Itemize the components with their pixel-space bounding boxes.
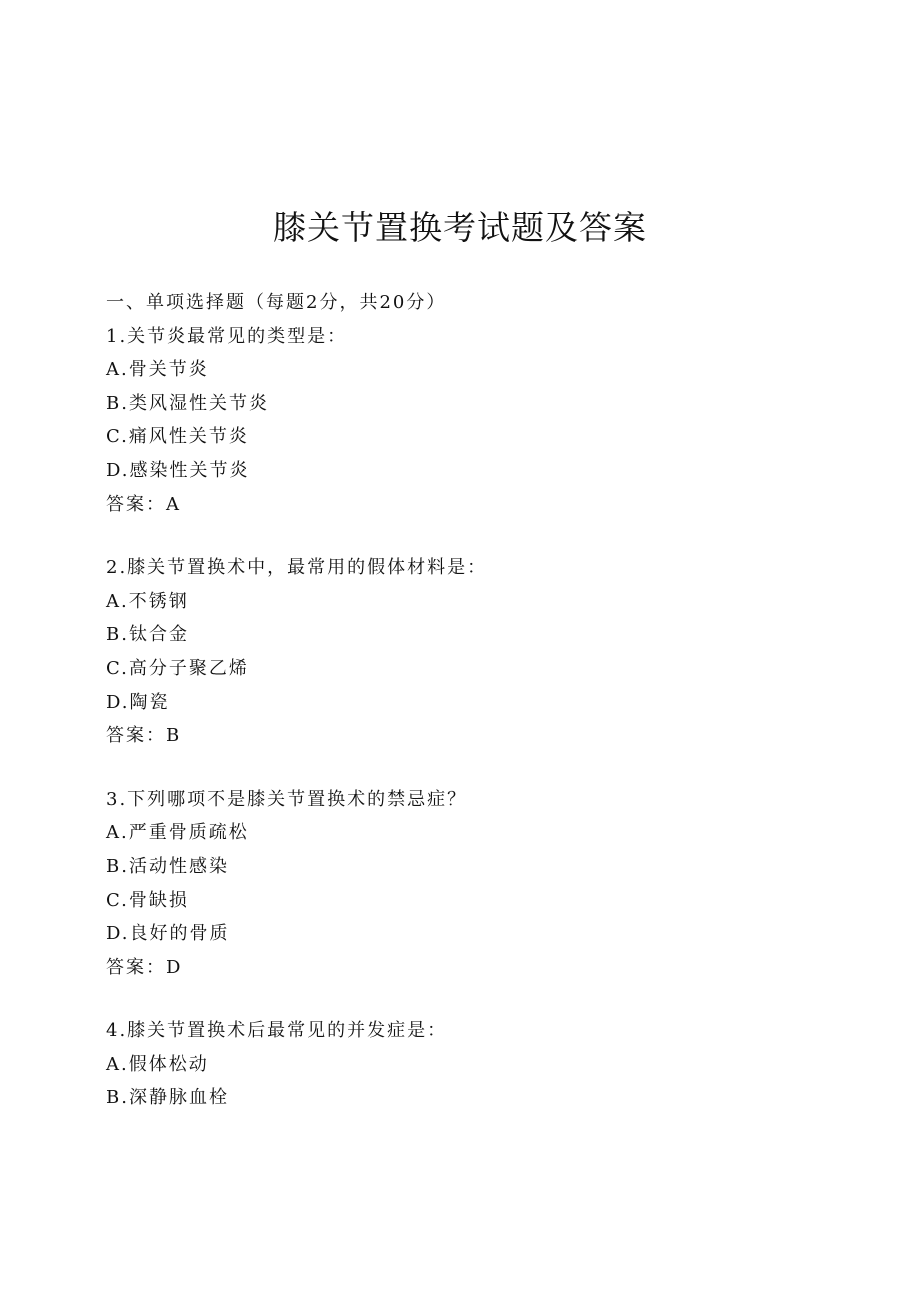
question-4 (106, 1014, 826, 1115)
option-a: A.假体松动 (106, 1053, 209, 1075)
question-stem: 2.膝关节置换术中，最常用的假体材料是： (106, 557, 488, 579)
option-b: B.活动性感染 (106, 855, 229, 877)
option-list (106, 585, 826, 719)
option-d: D.陶瓷 (106, 691, 170, 713)
option-c: C.痛风性关节炎 (106, 426, 249, 448)
option-b: B.深静脉血栓 (106, 1087, 229, 1109)
question-stem: 3.下列哪项不是膝关节置换术的禁忌症？ (106, 788, 468, 810)
question-3 (106, 783, 826, 985)
question-1 (106, 320, 826, 522)
question-2 (106, 551, 826, 753)
option-d: D.感染性关节炎 (106, 459, 250, 481)
option-list (106, 816, 826, 950)
option-b: B.钛合金 (106, 624, 189, 646)
answer-line: 答案：D (106, 956, 183, 978)
section-heading: 一、单项选择题（每题2分，共20分） (106, 292, 447, 313)
option-d: D.良好的骨质 (106, 923, 230, 945)
question-stem: 1.关节炎最常见的类型是： (106, 325, 348, 347)
option-list (106, 1048, 826, 1115)
option-b: B.类风湿性关节炎 (106, 392, 269, 414)
answer-line: 答案：A (106, 493, 181, 515)
option-a: A.骨关节炎 (106, 359, 209, 381)
option-c: C.高分子聚乙烯 (106, 657, 249, 679)
document-content (106, 286, 826, 1115)
answer-line: 答案：B (106, 725, 182, 747)
option-list (106, 353, 826, 487)
question-stem: 4.膝关节置换术后最常见的并发症是： (106, 1020, 448, 1042)
option-a: A.不锈钢 (106, 590, 189, 612)
option-c: C.骨缺损 (106, 889, 189, 911)
document-title: 膝关节置换考试题及答案 (273, 208, 647, 247)
option-a: A.严重骨质疏松 (106, 822, 249, 844)
